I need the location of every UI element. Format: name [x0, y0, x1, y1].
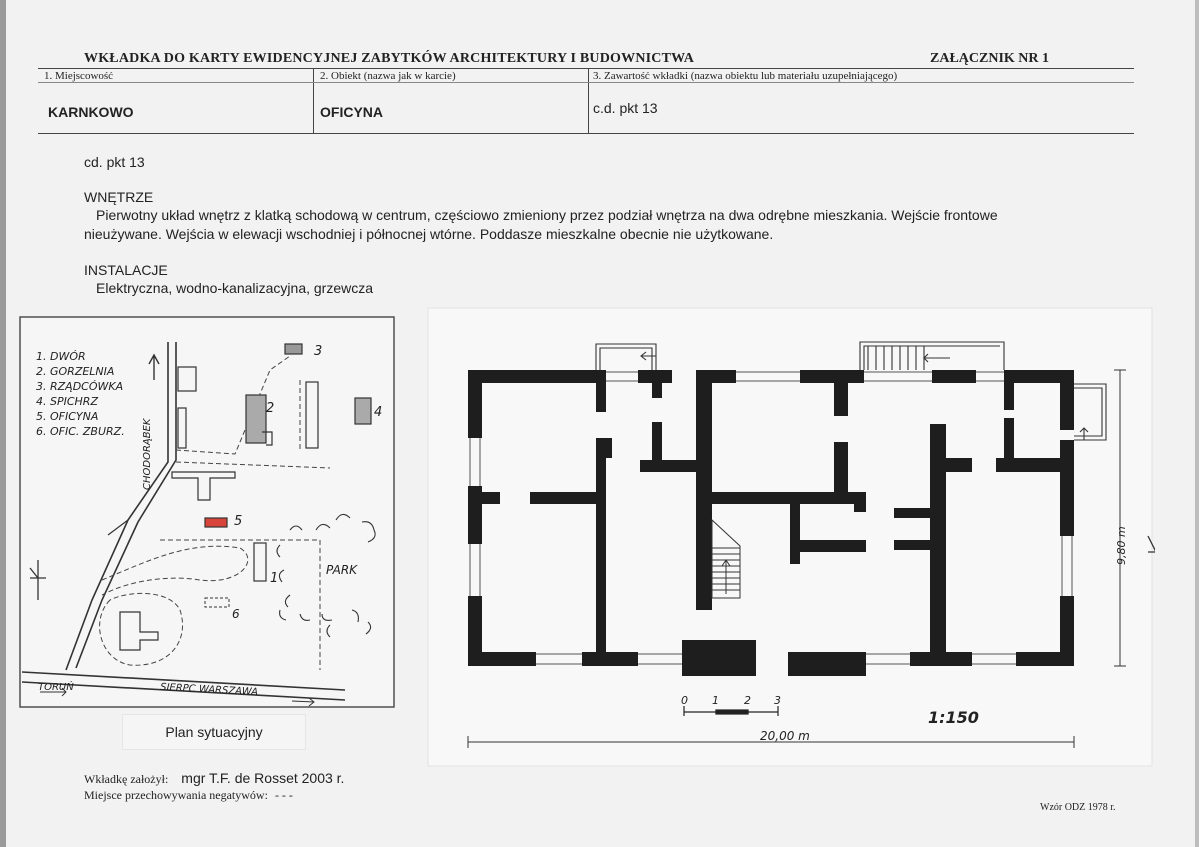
template-note: Wzór ODZ 1978 r. — [1040, 802, 1116, 813]
legend-item-2: 2. GORZELNIA — [36, 365, 115, 378]
map-building-2 — [246, 395, 266, 443]
width-dimension: 20,00 m — [760, 729, 810, 743]
interior-text-line2: nieużywane. Wejścia w elewacji wschodniej i północnej wtórne. Poddasze mieszkalne obecnie nie użytkowane. — [84, 226, 774, 242]
field-label-content: 3. Zawartość wkładki (nazwa obiektu lub materiału uzupełniającego) — [593, 70, 898, 82]
field-label-object: 2. Obiekt (nazwa jak w karcie) — [320, 70, 456, 82]
interior-heading: WNĘTRZE — [84, 189, 154, 205]
negatives-value: - - - — [274, 788, 293, 802]
map-number-1: 1 — [270, 571, 279, 586]
field-label-rule — [38, 82, 1134, 83]
header-rule — [38, 68, 1134, 69]
scale-tick-1: 1 — [712, 694, 719, 707]
author-label: Wkładkę założył: — [84, 772, 169, 786]
map-number-6: 6 — [232, 607, 240, 621]
author-line — [84, 770, 344, 787]
road-label-chodorabek: CHODORĄBEK — [142, 418, 153, 490]
field-divider-2 — [588, 68, 589, 134]
site-plan-caption: Plan sytuacyjny — [122, 714, 306, 750]
scale-tick-3: 3 — [774, 694, 781, 707]
map-building-5 — [205, 518, 227, 527]
road-label-sierpc-warszawa: SIERPC WARSZAWA — [159, 682, 259, 699]
map-number-5: 5 — [234, 514, 243, 529]
map-number-3: 3 — [314, 344, 323, 359]
map-building-3 — [285, 344, 302, 354]
map-number-4: 4 — [374, 405, 383, 420]
field-divider-1 — [313, 68, 314, 134]
legend-item-4: 4. SPICHRZ — [36, 395, 98, 408]
map-building-4 — [355, 398, 371, 424]
negatives-line — [84, 788, 293, 803]
negatives-label: Miejsce przechowywania negatywów: — [84, 788, 268, 802]
map-number-2: 2 — [266, 401, 275, 416]
scale-tick-2: 2 — [744, 694, 751, 707]
scale-ratio: 1:150 — [928, 708, 979, 727]
field-value-locality: KARNKOWO — [48, 104, 134, 120]
card-header-title: WKŁADKA DO KARTY EWIDENCYJNEJ ZABYTKÓW ARCHITEKTURY I BUDOWNICTWA — [84, 51, 695, 66]
author-value: mgr T.F. de Rosset 2003 r. — [181, 770, 345, 786]
legend-item-1: 1. DWÓR — [36, 350, 86, 363]
legend-item-3: 3. RZĄDCÓWKA — [36, 380, 124, 393]
continuation-note: cd. pkt 13 — [84, 154, 145, 170]
depth-dimension: 9,80 m — [1115, 526, 1128, 565]
annex-number: ZAŁĄCZNIK NR 1 — [930, 51, 1050, 66]
fields-bottom-rule — [38, 133, 1134, 134]
field-label-locality: 1. Miejscowość — [44, 70, 114, 82]
installations-heading: INSTALACJE — [84, 262, 168, 278]
legend-item-6: 6. OFIC. ZBURZ. — [36, 425, 125, 438]
field-value-content: c.d. pkt 13 — [593, 100, 658, 116]
scale-tick-0: 0 — [681, 694, 688, 707]
park-label: PARK — [326, 563, 358, 577]
site-plan-map — [0, 300, 420, 720]
interior-text-line1: Pierwotny układ wnętrz z klatką schodową w centrum, częściowo zmieniony przez podział wnętrza na dwa odrębne mieszkania. Wejście frontowe — [96, 207, 998, 223]
field-value-object: OFICYNA — [320, 104, 383, 120]
scan-edge-right — [1195, 0, 1199, 847]
legend-item-5: 5. OFICYNA — [36, 410, 99, 423]
installations-text: Elektryczna, wodno-kanalizacyjna, grzewcza — [96, 280, 374, 296]
floor-plan-drawing — [425, 305, 1155, 770]
road-label-torun: TORUŃ — [38, 682, 74, 693]
